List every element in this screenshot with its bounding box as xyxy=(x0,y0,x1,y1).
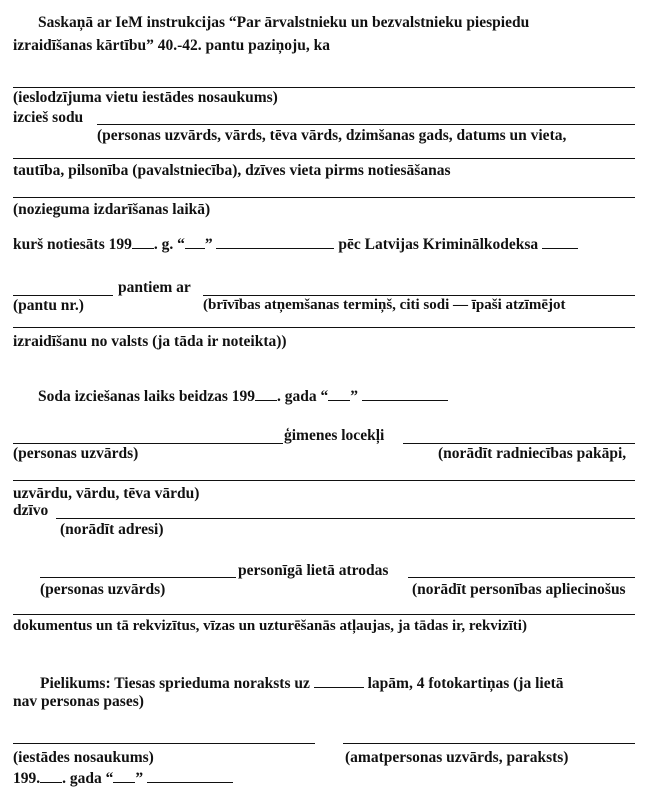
term-line[interactable] xyxy=(203,295,635,296)
term-line-2[interactable] xyxy=(13,327,635,328)
address-label: (norādīt adresi) xyxy=(60,521,164,538)
file-surname-line[interactable] xyxy=(40,577,236,578)
personal-file-label: personīgā lietā atrodas xyxy=(238,562,389,579)
intro-line-1: Saskaņā ar IeM instrukcijas “Par ārvalstnieku un bezvalstnieku piespiedu xyxy=(38,14,530,31)
person-details-line[interactable] xyxy=(97,124,635,125)
annex-prefix: Pielikums: Tiesas sprieduma noraksts uz xyxy=(40,675,310,692)
term-label: (brīvības atņemšanas termiņš, citi sodi — īpaši atzīmējot xyxy=(203,297,566,313)
residence-line[interactable] xyxy=(13,197,635,198)
relative-name-line[interactable] xyxy=(13,480,635,481)
annex-suffix: lapām, 4 fotokartiņas (ja lietā xyxy=(367,675,564,692)
annex-line-2: nav personas pases) xyxy=(13,693,144,710)
pages-blank[interactable] xyxy=(314,675,364,688)
ends-quote: ” xyxy=(350,388,359,405)
date-gada: . gada “ xyxy=(62,770,114,787)
institution-label: (ieslodzījuma vietu iestādes nosaukums) xyxy=(13,89,278,106)
convicted-quote: ” xyxy=(204,236,213,253)
institution-line[interactable] xyxy=(13,87,635,88)
documents-label: dokumentus un tā rekvizītus, vīzas un uzturēšanās atļaujas, ja tādas ir, rekvizīti) xyxy=(13,618,527,634)
annex-line xyxy=(40,675,564,692)
ends-prefix: Soda izciešanas laiks beidzas 199 xyxy=(38,388,256,405)
convicted-line xyxy=(13,236,578,253)
family-surname-line[interactable] xyxy=(13,443,283,444)
crime-time-label: (nozieguma izdarīšanas laikā) xyxy=(13,201,211,218)
convicted-g: . g. “ xyxy=(153,236,185,253)
id-docs-label: (norādīt personības apliecinošus xyxy=(412,581,626,598)
address-line[interactable] xyxy=(56,518,635,519)
person-details-label: (personas uzvārds, vārds, tēva vārds, dzimšanas gads, datums un vieta, xyxy=(97,127,567,144)
sentence-ends-line xyxy=(38,388,448,405)
date-prefix: 199. xyxy=(13,770,41,787)
code-blank[interactable] xyxy=(542,236,578,249)
serves-sentence-label: izcieš sodu xyxy=(13,109,84,126)
family-label: ģimenes locekļi xyxy=(284,427,385,444)
ends-gada: . gada “ xyxy=(277,388,329,405)
relationship-label: (norādīt radniecības pakāpi, xyxy=(438,445,627,462)
date-day-blank[interactable] xyxy=(113,770,135,783)
date-quote: ” xyxy=(135,770,144,787)
nationality-label: tautība, pilsonība (pavalstniecība), dzīves vieta pirms notiesāšanas xyxy=(13,162,451,179)
day-blank[interactable] xyxy=(185,236,205,249)
month-blank[interactable] xyxy=(216,236,334,249)
date-year-blank[interactable] xyxy=(40,770,62,783)
official-label: (amatpersonas uzvārds, paraksts) xyxy=(345,749,569,766)
id-docs-line[interactable] xyxy=(408,577,635,578)
official-line[interactable] xyxy=(343,743,635,744)
intro-line-2: izraidīšanas kārtību” 40.-42. pantu paziņoju, ka xyxy=(13,37,330,54)
surname-name-label: uzvārdu, vārdu, tēva vārdu) xyxy=(13,485,200,502)
person-details-line-2[interactable] xyxy=(13,158,635,159)
documents-line[interactable] xyxy=(13,614,635,615)
agency-label: (iestādes nosaukums) xyxy=(13,749,154,766)
ends-day-blank[interactable] xyxy=(328,388,350,401)
convicted-prefix: kurš notiesāts 199 xyxy=(13,236,132,253)
expulsion-label: izraidīšanu no valsts (ja tāda ir noteikta)) xyxy=(13,333,287,350)
relationship-line[interactable] xyxy=(403,443,635,444)
date-month-blank[interactable] xyxy=(147,770,233,783)
articles-label: pantiem ar xyxy=(118,279,191,296)
agency-line[interactable] xyxy=(13,743,315,744)
lives-label: dzīvo xyxy=(13,502,49,519)
surname-label-2: (personas uzvārds) xyxy=(40,581,166,598)
ends-month-blank[interactable] xyxy=(362,388,448,401)
date-line xyxy=(13,770,233,787)
surname-label-1: (personas uzvārds) xyxy=(13,445,139,462)
article-nr-line[interactable] xyxy=(13,295,113,296)
ends-year-blank[interactable] xyxy=(255,388,277,401)
year-blank[interactable] xyxy=(132,236,154,249)
article-nr-label: (pantu nr.) xyxy=(13,297,84,314)
convicted-code: pēc Latvijas Kriminālkodeksa xyxy=(338,236,539,253)
